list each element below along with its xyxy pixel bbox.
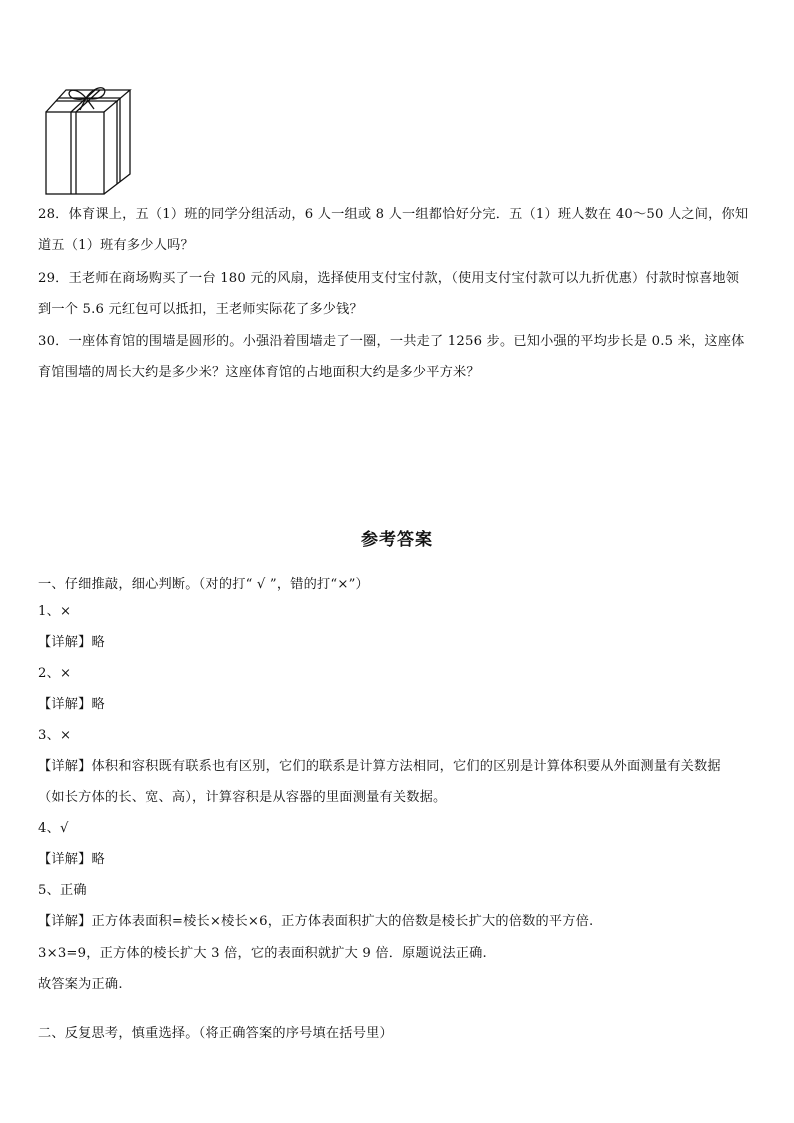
question-29-line-2: 到一个 5.6 元红包可以抵扣，王老师实际花了多少钱？ <box>38 302 363 317</box>
answer-detail: 【详解】略 <box>38 635 105 650</box>
answer-label: 5、正确 <box>38 883 87 898</box>
section-2-heading: 二、反复思考，慎重选择。（将正确答案的序号填在括号里） <box>38 1026 393 1041</box>
question-30-line-1: 30．一座体育馆的围墙是圆形的。小强沿着围墙走了一圈，一共走了 1256 步。已知小强的平均步长是 0.5 米，这座体 <box>38 334 745 349</box>
answer-detail: 【详解】略 <box>38 852 105 867</box>
answer-label: 3、× <box>38 728 72 743</box>
answer-detail: （如长方体的长、宽、高），计算容积是从容器的里面测量有关数据。 <box>38 790 447 805</box>
answer-detail: 【详解】正方体表面积=棱长×棱长×6，正方体表面积扩大的倍数是棱长扩大的倍数的平方倍. <box>38 914 594 929</box>
answer-detail: 【详解】略 <box>38 697 105 712</box>
answer-detail: 3×3=9，正方体的棱长扩大 3 倍，它的表面积就扩大 9 倍．原题说法正确. <box>38 946 487 961</box>
answer-label: 2、× <box>38 666 72 681</box>
question-28-line-1: 28．体育课上，五（1）班的同学分组活动，6 人一组或 8 人一组都恰好分完．五（1）班人数在 40～50 人之间，你知 <box>38 207 749 222</box>
answer-detail: 故答案为正确. <box>38 977 123 992</box>
gift-box-illustration <box>40 82 136 198</box>
question-29-line-1: 29．王老师在商场购买了一台 180 元的风扇，选择使用支付宝付款，（使用支付宝付款可以九折优惠）付款时惊喜地领 <box>38 271 740 286</box>
answers-title: 参考答案 <box>361 530 433 550</box>
answer-label: 1、× <box>38 604 72 619</box>
question-30-line-2: 育馆围墙的周长大约是多少米？这座体育馆的占地面积大约是多少平方米？ <box>38 365 480 380</box>
answer-detail: 【详解】体积和容积既有联系也有区别，它们的联系是计算方法相同，它们的区别是计算体积要从外面测量有关数据 <box>38 759 721 774</box>
answer-label: 4、√ <box>38 821 69 836</box>
section-1-heading: 一、仔细推敲，细心判断。（对的打“ √ ”，错的打“×”） <box>38 577 369 592</box>
question-28-line-2: 道五（1）班有多少人吗？ <box>38 238 194 253</box>
